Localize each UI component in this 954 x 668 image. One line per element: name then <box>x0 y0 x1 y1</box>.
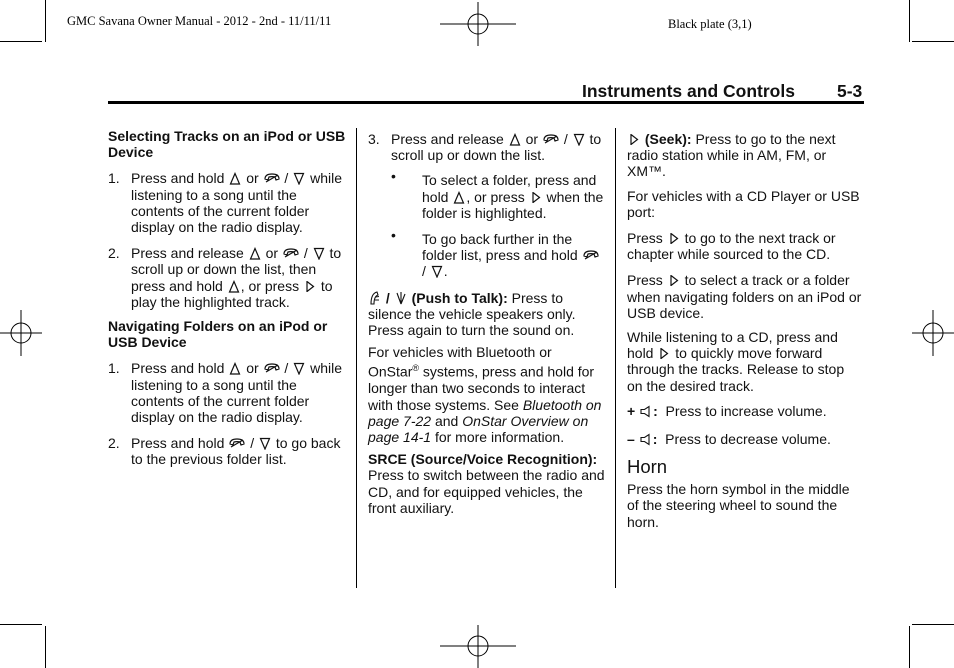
column-1 <box>108 128 348 468</box>
push-to-talk-icon <box>369 291 381 305</box>
paragraph-text: systems, press and hold for longer than two seconds to interact with those systems. See <box>368 364 595 413</box>
phone-icon <box>283 247 299 260</box>
list-item <box>108 170 348 235</box>
down-arrow-icon <box>573 133 585 146</box>
list-text: to play the highlighted track. <box>131 277 333 310</box>
list-text: while listening to a song until the contents of the current folder display on the radio display. <box>131 170 342 236</box>
colon: : <box>653 402 658 419</box>
down-arrow-icon <box>259 437 271 450</box>
list-text: / <box>284 170 289 187</box>
list-text: Press and hold <box>131 170 225 187</box>
bullet-text: . <box>443 263 448 280</box>
paragraph-bluetooth <box>368 344 606 445</box>
bullet-text: , or press <box>466 188 525 205</box>
list-text: to go back to the previous folder list. <box>131 435 341 468</box>
seek-label: (Seek): <box>644 131 692 147</box>
phone-icon <box>264 362 280 375</box>
paragraph-text: to go to the next track or chapter while sourced to the CD. <box>627 230 836 263</box>
registration-mark-bottom <box>440 625 516 668</box>
registration-mark-top <box>440 2 516 46</box>
down-arrow-icon <box>293 362 305 375</box>
seek-icon <box>304 280 316 293</box>
cross-reference-link[interactable]: Bluetooth on page 7-22 <box>368 396 602 429</box>
phone-icon <box>583 249 599 262</box>
list-item <box>108 435 348 467</box>
bullet-text: when the folder is highlighted. <box>422 188 604 221</box>
list-text: Press and hold <box>131 360 225 377</box>
plus-sign: + <box>627 402 636 419</box>
paragraph-text: to quickly move forward through the tracks. Release to stop on the desired track. <box>627 345 845 394</box>
cross-reference-link[interactable]: OnStar Overview on page 14-1 <box>368 412 589 445</box>
paragraph-text: for more information. <box>434 428 565 445</box>
seek-icon <box>668 274 680 287</box>
list-text: / <box>303 245 308 262</box>
column-3 <box>627 131 863 530</box>
list-item <box>108 360 348 425</box>
down-arrow-icon <box>293 172 305 185</box>
paragraph-volume-up <box>627 403 863 419</box>
paragraph-srce <box>368 451 606 516</box>
list-text: , or press <box>240 277 300 294</box>
bullet-text: To go back further in the folder list, press and hold <box>422 231 578 264</box>
voice-icon <box>395 291 407 305</box>
paragraph-cd-forward <box>627 329 863 394</box>
list-text: Press and hold <box>131 435 225 452</box>
plate-label: Black plate (3,1) <box>668 17 752 31</box>
heading-selecting-tracks: Selecting Tracks on an iPod or USB Device <box>108 128 346 161</box>
paragraph-text: Press to silence the vehicle speakers only. Press again to turn the sound on. <box>368 289 576 339</box>
minus-sign: – <box>627 431 635 448</box>
separator: / <box>385 289 390 306</box>
header-rule <box>108 101 864 104</box>
bullet-item <box>391 168 606 221</box>
seek-icon <box>658 347 670 360</box>
down-arrow-icon <box>431 265 443 278</box>
up-arrow-icon <box>228 280 240 293</box>
list-number: 2. <box>108 435 120 452</box>
bullet: • <box>391 227 396 244</box>
paragraph-text: For vehicles with Bluetooth or OnStar <box>368 344 552 381</box>
list-text: / <box>250 435 255 452</box>
up-arrow-icon <box>229 172 241 185</box>
registration-mark-left <box>0 310 42 356</box>
list-number: 1. <box>108 170 120 187</box>
heading-navigating-folders: Navigating Folders on an iPod or USB Device <box>108 318 328 351</box>
list-text: Press and release <box>131 245 244 262</box>
list-text: to scroll up or down the list. <box>391 131 602 164</box>
colon: : <box>652 431 658 448</box>
paragraph-push-to-talk <box>368 290 606 339</box>
document-info: GMC Savana Owner Manual - 2012 - 2nd - 11/11/11 <box>67 14 332 28</box>
paragraph-horn: Press the horn symbol in the middle of the steering wheel to sound the horn. <box>627 481 850 530</box>
down-arrow-icon <box>313 247 325 260</box>
paragraph-text: and <box>434 412 459 429</box>
list-number: 2. <box>108 245 120 262</box>
bullet-text: / <box>422 263 426 280</box>
paragraph-cd-select <box>627 272 863 321</box>
column-divider <box>356 128 357 588</box>
paragraph-cd-intro: For vehicles with a CD Player or USB port: <box>627 187 860 220</box>
paragraph-text: Press to increase volume. <box>665 402 827 419</box>
volume-icon <box>640 433 652 446</box>
list-number: 3. <box>368 131 380 147</box>
list-item <box>108 245 348 310</box>
up-arrow-icon <box>229 362 241 375</box>
list-text: / <box>563 131 568 147</box>
list-text: or <box>246 170 259 187</box>
list-text: or <box>525 131 539 147</box>
heading-horn: Horn <box>627 456 668 478</box>
list-text: or <box>246 360 259 377</box>
column-2 <box>368 131 606 516</box>
paragraph-volume-down <box>627 431 863 447</box>
bullet-text: To select a folder, press and hold <box>422 172 597 205</box>
up-arrow-icon <box>453 191 465 204</box>
seek-icon <box>530 191 542 204</box>
paragraph-text: Press to switch between the radio and CD, and for equipped vehicles, the front auxiliary. <box>368 467 605 516</box>
list-text: to scroll up or down the list, then press and hold <box>131 245 342 294</box>
paragraph-text: Press <box>627 230 663 247</box>
seek-icon <box>668 232 680 245</box>
list-item <box>368 131 606 163</box>
paragraph-text: While listening to a CD, press and hold <box>627 329 838 362</box>
registration-mark-right <box>912 310 954 356</box>
list-text: / <box>284 360 289 377</box>
paragraph-text: Press to decrease volume. <box>665 431 831 448</box>
volume-icon <box>640 405 652 418</box>
paragraph-text: to select a track or a folder when navigating folders on an iPod or USB device. <box>627 272 862 321</box>
phone-icon <box>543 133 559 146</box>
paragraph-text: Press <box>627 272 663 289</box>
list-text: Press and release <box>391 131 504 147</box>
bullet-item <box>391 227 606 280</box>
column-divider <box>615 128 616 588</box>
srce-label: SRCE (Source/Voice Recognition): <box>368 451 598 468</box>
up-arrow-icon <box>509 133 521 146</box>
paragraph-seek <box>627 131 863 180</box>
paragraph-text: Press to go to the next radio station while in AM, FM, or XM™. <box>627 131 836 180</box>
phone-icon <box>229 437 245 450</box>
section-title: Instruments and Controls <box>582 81 795 101</box>
paragraph-cd-next <box>627 230 863 262</box>
bullet: • <box>391 168 396 185</box>
registered-mark: ® <box>412 363 419 374</box>
seek-icon <box>628 133 640 146</box>
phone-icon <box>264 172 280 185</box>
list-text: or <box>265 245 279 262</box>
push-to-talk-label: (Push to Talk): <box>411 289 508 306</box>
page-number: 5-3 <box>837 81 863 101</box>
list-number: 1. <box>108 360 120 377</box>
list-text: while listening to a song until the contents of the current folder display on the radio display. <box>131 360 342 426</box>
up-arrow-icon <box>249 247 261 260</box>
